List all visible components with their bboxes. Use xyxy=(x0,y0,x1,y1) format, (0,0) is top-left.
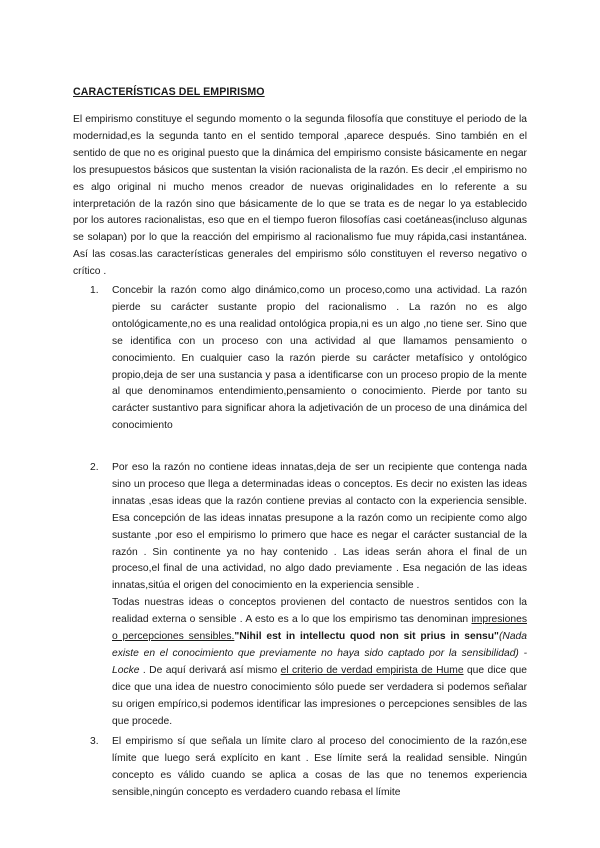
underlined-term: impresiones o percepciones sensibles. xyxy=(112,614,527,643)
list-item: Concebir la razón como algo dinámico,como un proceso,como una actividad. La razón pierde su carácter sustante propio del racionalismo . La razón no es algo ontológicamente,no es una realidad ontológica propia,ni es un algo ,no tiene ser. Sino que se identifica con un proceso con una actividad al que llamamos pensamiento o conocimiento. En cualquier caso la razón pierde su carácter metafísico y ontológico propio,deja de ser una sustancia y pasa a identificarse con un proceso propio de la mente al que denominamos entendimiento,pensamiento o conocimiento. Pierde por tanto su carácter sustantivo para significar ahora la adjetivación de un proceso de una dinámica del conocimiento xyxy=(112,285,527,432)
document-title: CARACTERÍSTICAS DEL EMPIRISMO xyxy=(73,86,265,98)
list-number: 2. xyxy=(90,462,99,473)
latin-quote: "Nihil est in intellectu quod non sit prius in sensu" xyxy=(234,631,499,643)
quote-translation: (Nada existe en el conocimiento que previamente no haya sido captado por la sensibilidad) -Locke xyxy=(112,631,527,676)
list-number: 1. xyxy=(90,285,99,296)
list-item xyxy=(112,460,527,731)
underlined-term: el criterio de verdad empirista de Hume xyxy=(280,664,464,676)
text-run: que dice que dice que una idea de nuestro conocimiento sólo puede ser verdadera si podemos señalar su origen empírico,si podemos identificar las impresiones o percepciones sensibles de las que procede. xyxy=(112,664,527,727)
text-run: Todas nuestras ideas o conceptos provienen del contacto de nuestros sentidos con la realidad externa o sensible . A esto es a lo que los empirismo tas denominan xyxy=(112,597,527,626)
list-item-paragraph xyxy=(112,595,527,730)
intro-paragraph: El empirismo constituye el segundo momento o la segunda filosofía que constituye el periodo de la modernidad,es la segunda tanto en el sentido temporal ,aparece después. Sino también en el sentido de que no es original puesto que la dinámica del empirismo consiste básicamente en negar los presupuestos básicos que sustentan la visión racionalista de la razón. Es decir ,el empirismo no es algo original ni mucho menos creador de nuevas originalidades en lo referente a su interpretación de la razón sino que básicamente de lo que se trata es de negar lo ya establecido por los autores racionalistas, eso que en el tiempo fueron filosofías casi coetáneas(incluso algunas se solapan) por lo que la reacción del empirismo al racionalismo fue muy rápida,casi instantánea. Así las cosas.las características generales del empirismo sólo constituyen el reverso negativo o crítico . xyxy=(73,114,527,278)
list-item-paragraph: Por eso la razón no contiene ideas innatas,deja de ser un recipiente que contenga nada sino un proceso que llega a determinadas ideas o conceptos. Es decir no existen las ideas innatas ,esas ideas que la razón contiene previas al contacto con la experiencia sensible. Esa concepción de las ideas innatas presupone a la razón como un recipiente como algo sustante ,por eso el empirismo lo primero que hace es negar el carácter sustancial de la razón . Sin continente ya no hay contenido . Las ideas serán ahora el final de un proceso,el final de una actividad, no algo dado previamente . Esa negación de las ideas innatas,sitúa el origen del conocimiento en la experiencia sensible . xyxy=(112,462,527,592)
list-number: 3. xyxy=(90,736,99,747)
text-run: . De aquí derivará así mismo xyxy=(139,664,281,676)
list-item: El empirismo sí que señala un límite claro al proceso del conocimiento de la razón,ese límite que luego será explícito en kant . Ese límite será la realidad sensible. Ningún concepto es válido cuando se aplica a cosas de las que no tenemos experiencia sensible,ningún concepto es verdadero cuando rebasa el límite xyxy=(112,736,527,798)
